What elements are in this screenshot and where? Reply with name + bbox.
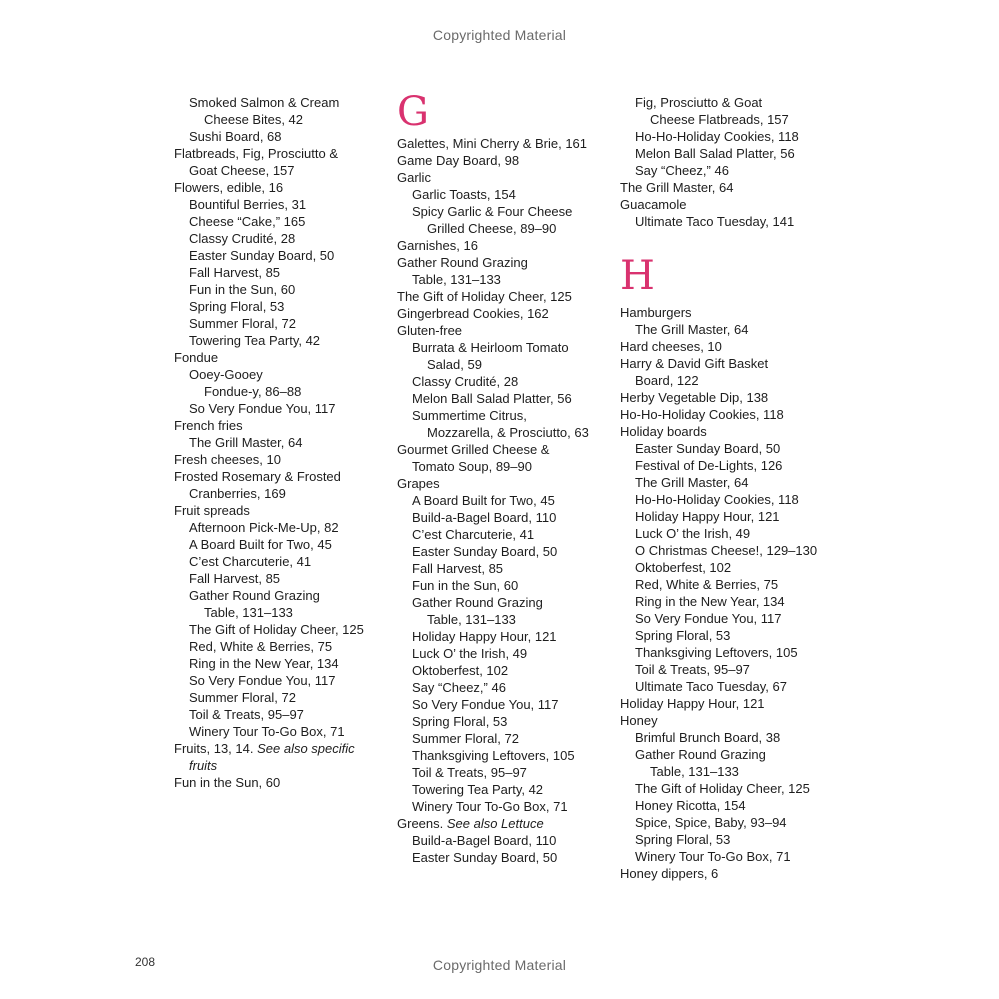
index-subentry (397, 339, 622, 356)
index-subentry (174, 723, 399, 740)
entry-text: Easter Sunday Board, 50 (412, 544, 558, 559)
index-subentry (397, 747, 622, 764)
entry-text: Build-a-Bagel Board, 110 (412, 510, 557, 525)
index-subentry (174, 655, 399, 672)
entry-text: Winery Tour To-Go Box, 71 (412, 799, 568, 814)
index-subentry (620, 440, 845, 457)
index-subentry (397, 798, 622, 815)
index-subentry (620, 321, 845, 338)
index-subentry (174, 247, 399, 264)
index-subentry (620, 128, 845, 145)
entry-text: Fun in the Sun, 60 (174, 775, 281, 790)
entry-text: Ooey-Gooey (189, 367, 263, 382)
entry-text: Melon Ball Salad Platter, 56 (635, 146, 795, 161)
index-entry (397, 135, 622, 152)
entry-text: The Gift of Holiday Cheer, 125 (635, 781, 810, 796)
index-entry (174, 179, 399, 196)
entry-text: Flowers, edible, 16 (174, 180, 284, 195)
index-subentry (174, 485, 399, 502)
entry-text: Bountiful Berries, 31 (189, 197, 307, 212)
entry-text: Flatbreads, Fig, Prosciutto & (174, 146, 339, 161)
entry-text: Fall Harvest, 85 (412, 561, 504, 576)
entry-text: Easter Sunday Board, 50 (189, 248, 335, 263)
index-subentry (620, 576, 845, 593)
index-subentry (620, 644, 845, 661)
entry-text: Build-a-Bagel Board, 110 (412, 833, 557, 848)
index-subentry (397, 849, 622, 866)
entry-text: Mozzarella, & Prosciutto, 63 (427, 425, 589, 440)
index-subentry (620, 372, 845, 389)
index-subentry (397, 390, 622, 407)
index-subentry (397, 628, 622, 645)
entry-text: Fall Harvest, 85 (189, 571, 281, 586)
entry-text: So Very Fondue You, 117 (635, 611, 782, 626)
index-subentry (397, 424, 622, 441)
entry-text: Fun in the Sun, 60 (189, 282, 296, 297)
index-entry (174, 774, 399, 791)
index-entry (620, 196, 845, 213)
entry-text: Holiday Happy Hour, 121 (620, 696, 765, 711)
entry-text: Galettes, Mini Cherry & Brie, 161 (397, 136, 588, 151)
entry-text: Garnishes, 16 (397, 238, 478, 253)
index-subentry (397, 560, 622, 577)
entry-text: Grapes (397, 476, 440, 491)
entry-text: Burrata & Heirloom Tomato (412, 340, 569, 355)
index-subentry (174, 434, 399, 451)
index-subentry (620, 678, 845, 695)
section-letter-h: H (620, 253, 655, 299)
entry-text: O Christmas Cheese!, 129–130 (635, 543, 818, 558)
entry-text: The Gift of Holiday Cheer, 125 (397, 289, 572, 304)
index-subentry (620, 559, 845, 576)
index-entry (620, 338, 845, 355)
entry-text: Luck O’ the Irish, 49 (412, 646, 528, 661)
index-subentry (397, 730, 622, 747)
index-entry (397, 475, 622, 492)
index-subentry (397, 662, 622, 679)
entry-text: Garlic (397, 170, 431, 185)
index-entry (397, 288, 622, 305)
index-subentry (620, 831, 845, 848)
entry-text: Oktoberfest, 102 (412, 663, 509, 678)
entry-text: Gather Round Grazing (189, 588, 320, 603)
entry-text: Hard cheeses, 10 (620, 339, 722, 354)
index-subentry (397, 492, 622, 509)
entry-text: Spicy Garlic & Four Cheese (412, 204, 573, 219)
index-entry (174, 740, 399, 757)
index-subentry (620, 474, 845, 491)
index-subentry (174, 213, 399, 230)
index-column-2 (397, 89, 622, 866)
entry-text: Summer Floral, 72 (189, 316, 296, 331)
index-subentry (397, 594, 622, 611)
index-entry (620, 406, 845, 423)
entry-text: Winery Tour To-Go Box, 71 (189, 724, 345, 739)
index-subentry (397, 407, 622, 424)
entry-text: Grilled Cheese, 89–90 (427, 221, 557, 236)
entry-text: Gather Round Grazing (635, 747, 766, 762)
entry-text: Fun in the Sun, 60 (412, 578, 519, 593)
entry-text: Spring Floral, 53 (635, 628, 731, 643)
page-number: 208 (135, 955, 156, 969)
entry-text: Cranberries, 169 (189, 486, 286, 501)
index-subentry (174, 400, 399, 417)
index-subentry (174, 536, 399, 553)
entry-text: Afternoon Pick-Me-Up, 82 (189, 520, 339, 535)
entry-text: The Grill Master, 64 (620, 180, 734, 195)
entry-text: Cheese Flatbreads, 157 (650, 112, 789, 127)
entry-text: Honey Ricotta, 154 (635, 798, 746, 813)
index-subentry (620, 593, 845, 610)
index-entry (620, 355, 845, 372)
index-subentry (620, 111, 845, 128)
index-subentry (397, 781, 622, 798)
index-entry (620, 389, 845, 406)
entry-text: Frosted Rosemary & Frosted (174, 469, 341, 484)
index-subentry (620, 814, 845, 831)
index-subentry (397, 577, 622, 594)
index-entry (620, 179, 845, 196)
entry-text: Garlic Toasts, 154 (412, 187, 516, 202)
entry-text: Fresh cheeses, 10 (174, 452, 281, 467)
index-subentry (397, 373, 622, 390)
entry-text: So Very Fondue You, 117 (189, 673, 336, 688)
entry-text: Summer Floral, 72 (189, 690, 296, 705)
index-subentry (620, 145, 845, 162)
entry-text: Spring Floral, 53 (189, 299, 285, 314)
entry-text: Thanksgiving Leftovers, 105 (635, 645, 798, 660)
index-subentry (174, 672, 399, 689)
entry-text: Oktoberfest, 102 (635, 560, 732, 575)
entry-text: Fruit spreads (174, 503, 250, 518)
index-subentry (397, 458, 622, 475)
entry-text: Toil & Treats, 95–97 (189, 707, 304, 722)
index-subentry (620, 627, 845, 644)
index-subentry (174, 706, 399, 723)
index-entry (397, 237, 622, 254)
index-subentry (397, 186, 622, 203)
entry-text: Guacamole (620, 197, 687, 212)
entry-text: Ring in the New Year, 134 (189, 656, 339, 671)
index-subentry (397, 203, 622, 220)
index-subentry (174, 332, 399, 349)
index-subentry (174, 111, 399, 128)
entry-text: Thanksgiving Leftovers, 105 (412, 748, 575, 763)
entry-text: Salad, 59 (427, 357, 482, 372)
entry-text: Easter Sunday Board, 50 (635, 441, 781, 456)
index-subentry (174, 298, 399, 315)
index-subentry (620, 162, 845, 179)
entry-text: Holiday boards (620, 424, 707, 439)
entry-text: Ring in the New Year, 134 (635, 594, 785, 609)
index-subentry (174, 689, 399, 706)
index-subentry (620, 525, 845, 542)
entry-text: Harry & David Gift Basket (620, 356, 769, 371)
index-entry (620, 712, 845, 729)
index-entry (174, 145, 399, 162)
entry-text: Sushi Board, 68 (189, 129, 282, 144)
index-subentry (174, 128, 399, 145)
index-subentry (174, 519, 399, 536)
index-subentry (620, 491, 845, 508)
index-subentry (397, 543, 622, 560)
see-also-reference: See also specific (257, 741, 355, 756)
index-entry (620, 423, 845, 440)
entry-text: Goat Cheese, 157 (189, 163, 295, 178)
index-subentry (397, 220, 622, 237)
entry-text: Gingerbread Cookies, 162 (397, 306, 549, 321)
index-entry (620, 865, 845, 882)
entry-text: Luck O’ the Irish, 49 (635, 526, 751, 541)
see-also-reference: fruits (189, 758, 218, 773)
index-subentry (174, 621, 399, 638)
entry-text: Spring Floral, 53 (412, 714, 508, 729)
entry-text: A Board Built for Two, 45 (189, 537, 332, 552)
entry-text: Red, White & Berries, 75 (635, 577, 779, 592)
entry-text: Brimful Brunch Board, 38 (635, 730, 781, 745)
index-column-3 (620, 94, 845, 882)
entry-text: Holiday Happy Hour, 121 (635, 509, 780, 524)
index-entry (397, 815, 622, 832)
footer-copyright: Copyrighted Material (432, 957, 567, 973)
entry-text: Holiday Happy Hour, 121 (412, 629, 557, 644)
index-subentry (174, 366, 399, 383)
index-subentry (174, 315, 399, 332)
index-entry (397, 169, 622, 186)
index-subentry (620, 457, 845, 474)
index-subentry (397, 645, 622, 662)
index-subentry (397, 696, 622, 713)
entry-text: Summer Floral, 72 (412, 731, 519, 746)
entry-text: Easter Sunday Board, 50 (412, 850, 558, 865)
header-copyright: Copyrighted Material (432, 27, 567, 43)
entry-text: Say “Cheez,” 46 (412, 680, 506, 695)
index-subentry (620, 763, 845, 780)
entry-text: So Very Fondue You, 117 (189, 401, 336, 416)
index-subentry (174, 638, 399, 655)
entry-text: Winery Tour To-Go Box, 71 (635, 849, 791, 864)
index-entry (174, 451, 399, 468)
entry-text: Fondue-y, 86–88 (204, 384, 302, 399)
index-column-1 (174, 94, 399, 791)
entry-text: Table, 131–133 (650, 764, 739, 779)
entry-text: Fruits, 13, 14. (174, 741, 258, 756)
index-subentry (397, 832, 622, 849)
index-subentry (174, 757, 399, 774)
entry-text: Ultimate Taco Tuesday, 141 (635, 214, 795, 229)
index-subentry (397, 356, 622, 373)
entry-text: Hamburgers (620, 305, 692, 320)
entry-text: Classy Crudité, 28 (189, 231, 296, 246)
index-subentry (397, 271, 622, 288)
entry-text: Honey dippers, 6 (620, 866, 719, 881)
entry-text: French fries (174, 418, 243, 433)
entry-text: Towering Tea Party, 42 (189, 333, 321, 348)
index-subentry (174, 196, 399, 213)
entry-text: Ultimate Taco Tuesday, 67 (635, 679, 787, 694)
index-subentry (397, 611, 622, 628)
entry-text: Table, 131–133 (412, 272, 501, 287)
see-also-reference: See also Lettuce (446, 816, 544, 831)
entry-text: Fig, Prosciutto & Goat (635, 95, 763, 110)
entry-text: Herby Vegetable Dip, 138 (620, 390, 769, 405)
entry-text: Honey (620, 713, 658, 728)
index-entry (620, 304, 845, 321)
entry-text: Smoked Salmon & Cream (189, 95, 340, 110)
entry-text: Ho-Ho-Holiday Cookies, 118 (620, 407, 784, 422)
entry-text: Cheese “Cake,” 165 (189, 214, 306, 229)
entry-text: Gourmet Grilled Cheese & (397, 442, 550, 457)
entry-text: Classy Crudité, 28 (412, 374, 519, 389)
index-subentry (174, 383, 399, 400)
index-entry (397, 322, 622, 339)
index-entry (397, 152, 622, 169)
index-subentry (174, 587, 399, 604)
entry-text: Gather Round Grazing (397, 255, 528, 270)
index-entry (174, 502, 399, 519)
index-subentry (620, 848, 845, 865)
index-entry (397, 305, 622, 322)
index-subentry (397, 713, 622, 730)
entry-text: Gather Round Grazing (412, 595, 543, 610)
index-subentry (620, 508, 845, 525)
entry-text: The Grill Master, 64 (635, 322, 749, 337)
entry-text: Greens. (397, 816, 447, 831)
index-subentry (174, 570, 399, 587)
entry-text: Summertime Citrus, (412, 408, 527, 423)
section-letter-g: G (397, 89, 429, 135)
entry-text: Game Day Board, 98 (397, 153, 520, 168)
entry-text: Say “Cheez,” 46 (635, 163, 729, 178)
entry-text: Fall Harvest, 85 (189, 265, 281, 280)
entry-text: Towering Tea Party, 42 (412, 782, 544, 797)
index-subentry (174, 230, 399, 247)
entry-text: So Very Fondue You, 117 (412, 697, 559, 712)
index-entry (174, 468, 399, 485)
index-subentry (397, 526, 622, 543)
entry-text: Ho-Ho-Holiday Cookies, 118 (635, 492, 799, 507)
index-subentry (620, 661, 845, 678)
index-subentry (620, 780, 845, 797)
index-entry (174, 349, 399, 366)
index-subentry (174, 264, 399, 281)
entry-text: The Grill Master, 64 (189, 435, 303, 450)
entry-text: The Grill Master, 64 (635, 475, 749, 490)
entry-text: Red, White & Berries, 75 (189, 639, 333, 654)
entry-text: Table, 131–133 (204, 605, 293, 620)
index-subentry (620, 94, 845, 111)
index-subentry (397, 679, 622, 696)
index-subentry (174, 162, 399, 179)
entry-text: Tomato Soup, 89–90 (412, 459, 532, 474)
index-subentry (620, 797, 845, 814)
entry-text: Board, 122 (635, 373, 699, 388)
entry-text: The Gift of Holiday Cheer, 125 (189, 622, 364, 637)
entry-text: Cheese Bites, 42 (204, 112, 304, 127)
index-entry (620, 695, 845, 712)
entry-text: Table, 131–133 (427, 612, 516, 627)
index-subentry (174, 604, 399, 621)
entry-text: Melon Ball Salad Platter, 56 (412, 391, 572, 406)
entry-text: Spring Floral, 53 (635, 832, 731, 847)
entry-text: A Board Built for Two, 45 (412, 493, 555, 508)
index-subentry (620, 746, 845, 763)
entry-text: C’est Charcuterie, 41 (189, 554, 312, 569)
index-subentry (174, 281, 399, 298)
entry-text: Toil & Treats, 95–97 (412, 765, 527, 780)
entry-text: Fondue (174, 350, 219, 365)
index-subentry (397, 764, 622, 781)
index-subentry (620, 542, 845, 559)
index-entry (174, 417, 399, 434)
index-subentry (174, 94, 399, 111)
index-entry (397, 441, 622, 458)
entry-text: Spice, Spice, Baby, 93–94 (635, 815, 787, 830)
entry-text: Gluten-free (397, 323, 463, 338)
entry-text: Festival of De-Lights, 126 (635, 458, 783, 473)
entry-text: Toil & Treats, 95–97 (635, 662, 750, 677)
index-subentry (620, 729, 845, 746)
index-subentry (620, 610, 845, 627)
index-subentry (174, 553, 399, 570)
index-subentry (397, 509, 622, 526)
index-entry (397, 254, 622, 271)
entry-text: Ho-Ho-Holiday Cookies, 118 (635, 129, 799, 144)
entry-text: C’est Charcuterie, 41 (412, 527, 535, 542)
index-subentry (620, 213, 845, 230)
